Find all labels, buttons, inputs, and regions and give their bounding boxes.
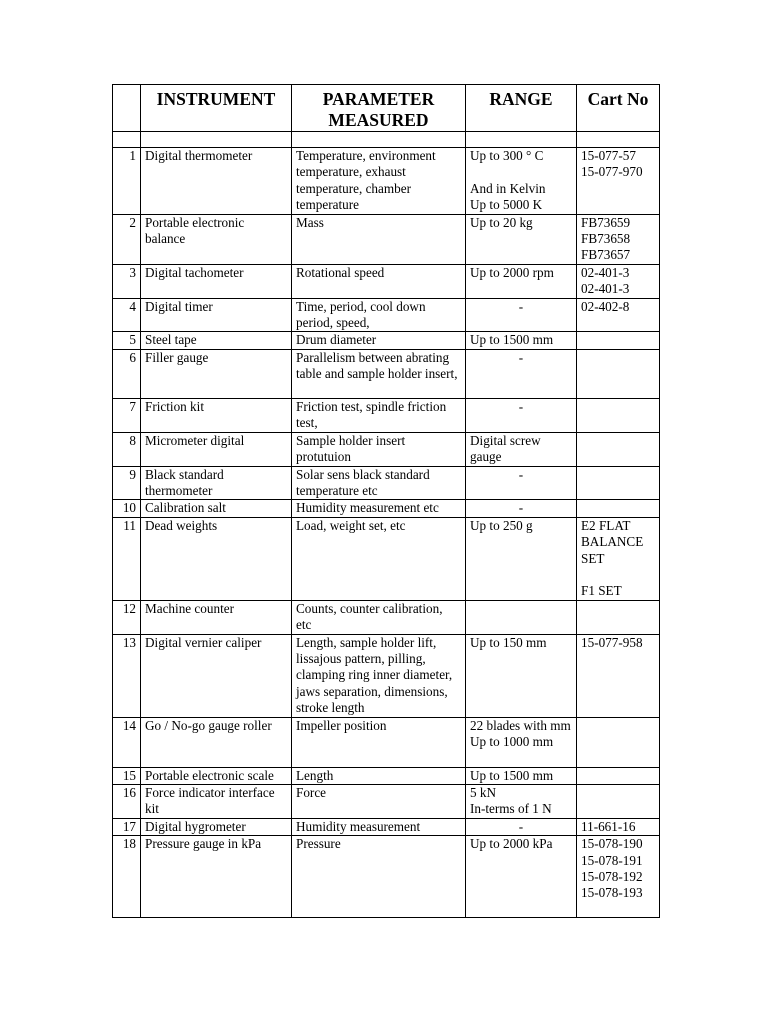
instrument-cell: Go / No-go gauge roller — [141, 717, 292, 767]
row-number: 5 — [113, 332, 141, 349]
table-row — [113, 600, 660, 634]
parameter-cell: Counts, counter calibration, etc — [292, 600, 466, 634]
range-cell: - — [466, 818, 577, 835]
parameter-cell: Friction test, spindle friction test, — [292, 398, 466, 432]
table-row — [113, 332, 660, 349]
row-number: 8 — [113, 432, 141, 466]
table-row — [113, 264, 660, 298]
row-number: 17 — [113, 818, 141, 835]
row-number: 18 — [113, 836, 141, 918]
table-row — [113, 398, 660, 432]
range-cell: 22 blades with mm Up to 1000 mm — [466, 717, 577, 767]
table-row — [113, 432, 660, 466]
instrument-cell: Calibration salt — [141, 500, 292, 517]
table-row — [113, 717, 660, 767]
cart-no-cell: 15-078-190 15-078-191 15-078-192 15-078-193 — [577, 836, 660, 918]
cart-no-cell — [577, 332, 660, 349]
parameter-cell: Solar sens black standard temperature etc — [292, 466, 466, 500]
parameter-cell: Length, sample holder lift, lissajous pattern, pilling, clamping ring inner diameter, jaws separation, dimensions, stroke length — [292, 634, 466, 717]
parameter-cell: Temperature, environment temperature, exhaust temperature, chamber temperature — [292, 148, 466, 215]
instrument-cell: Force indicator interface kit — [141, 785, 292, 819]
table-row — [113, 500, 660, 517]
row-number: 6 — [113, 349, 141, 398]
table-row — [113, 349, 660, 398]
instrument-cell: Pressure gauge in kPa — [141, 836, 292, 918]
parameter-cell: Load, weight set, etc — [292, 517, 466, 600]
instrument-cell: Filler gauge — [141, 349, 292, 398]
row-number: 12 — [113, 600, 141, 634]
parameter-cell: Force — [292, 785, 466, 819]
table-row — [113, 466, 660, 500]
range-cell: Up to 2000 rpm — [466, 264, 577, 298]
header-no — [113, 85, 141, 132]
range-cell: - — [466, 500, 577, 517]
row-number: 1 — [113, 148, 141, 215]
parameter-cell: Time, period, cool down period, speed, — [292, 298, 466, 332]
row-number: 2 — [113, 214, 141, 264]
header-range: RANGE — [466, 85, 577, 132]
parameter-cell: Sample holder insert protutuion — [292, 432, 466, 466]
parameter-cell: Length — [292, 767, 466, 784]
cart-no-cell: 02-402-8 — [577, 298, 660, 332]
cart-no-cell: 15-077-57 15-077-970 — [577, 148, 660, 215]
instrument-cell: Dead weights — [141, 517, 292, 600]
row-number: 4 — [113, 298, 141, 332]
parameter-cell: Mass — [292, 214, 466, 264]
instrument-cell: Black standard thermometer — [141, 466, 292, 500]
range-cell: Digital screw gauge — [466, 432, 577, 466]
table-body — [113, 132, 660, 918]
instrument-cell: Digital timer — [141, 298, 292, 332]
table-row — [113, 148, 660, 215]
cart-no-cell — [577, 600, 660, 634]
range-cell: Up to 250 g — [466, 517, 577, 600]
parameter-cell: Pressure — [292, 836, 466, 918]
spacer-row — [113, 132, 660, 148]
cart-no-cell — [577, 785, 660, 819]
cart-no-cell — [577, 717, 660, 767]
row-number: 14 — [113, 717, 141, 767]
table-row — [113, 818, 660, 835]
row-number: 16 — [113, 785, 141, 819]
row-number: 13 — [113, 634, 141, 717]
instrument-cell: Digital vernier caliper — [141, 634, 292, 717]
cart-no-cell: FB73659 FB73658 FB73657 — [577, 214, 660, 264]
cart-no-cell: E2 FLAT BALANCE SET F1 SET — [577, 517, 660, 600]
instrument-cell: Portable electronic scale — [141, 767, 292, 784]
cart-no-cell — [577, 398, 660, 432]
instrument-cell: Digital hygrometer — [141, 818, 292, 835]
row-number: 15 — [113, 767, 141, 784]
range-cell: - — [466, 466, 577, 500]
range-cell: - — [466, 349, 577, 398]
parameter-cell: Rotational speed — [292, 264, 466, 298]
table-row — [113, 214, 660, 264]
cart-no-cell: 02-401-3 02-401-3 — [577, 264, 660, 298]
instrument-cell: Steel tape — [141, 332, 292, 349]
instrument-cell: Portable electronic balance — [141, 214, 292, 264]
row-number: 3 — [113, 264, 141, 298]
table-row — [113, 634, 660, 717]
table-row — [113, 298, 660, 332]
range-cell: 5 kN In-terms of 1 N — [466, 785, 577, 819]
table-row — [113, 785, 660, 819]
parameter-cell: Humidity measurement — [292, 818, 466, 835]
row-number: 11 — [113, 517, 141, 600]
range-cell: - — [466, 398, 577, 432]
instrument-cell: Digital thermometer — [141, 148, 292, 215]
range-cell: Up to 1500 mm — [466, 332, 577, 349]
range-cell: Up to 2000 kPa — [466, 836, 577, 918]
parameter-cell: Impeller position — [292, 717, 466, 767]
parameter-cell: Parallelism between abrating table and sample holder insert, — [292, 349, 466, 398]
range-cell: Up to 1500 mm — [466, 767, 577, 784]
instrument-table — [112, 84, 660, 918]
instrument-cell: Machine counter — [141, 600, 292, 634]
header-cart-no: Cart No — [577, 85, 660, 132]
cart-no-cell — [577, 500, 660, 517]
cart-no-cell — [577, 466, 660, 500]
header-row — [113, 85, 660, 132]
cart-no-cell — [577, 767, 660, 784]
row-number: 7 — [113, 398, 141, 432]
table-row — [113, 836, 660, 918]
cart-no-cell — [577, 349, 660, 398]
parameter-cell: Drum diameter — [292, 332, 466, 349]
row-number: 9 — [113, 466, 141, 500]
cart-no-cell: 15-077-958 — [577, 634, 660, 717]
instrument-cell: Micrometer digital — [141, 432, 292, 466]
instrument-cell: Digital tachometer — [141, 264, 292, 298]
range-cell — [466, 600, 577, 634]
row-number: 10 — [113, 500, 141, 517]
parameter-cell: Humidity measurement etc — [292, 500, 466, 517]
header-instrument: INSTRUMENT — [141, 85, 292, 132]
cart-no-cell: 11-661-16 — [577, 818, 660, 835]
cart-no-cell — [577, 432, 660, 466]
header-parameter: PARAMETER MEASURED — [292, 85, 466, 132]
range-cell: - — [466, 298, 577, 332]
instrument-cell: Friction kit — [141, 398, 292, 432]
range-cell: Up to 20 kg — [466, 214, 577, 264]
table-row — [113, 517, 660, 600]
table-row — [113, 767, 660, 784]
range-cell: Up to 150 mm — [466, 634, 577, 717]
range-cell: Up to 300 ° C And in Kelvin Up to 5000 K — [466, 148, 577, 215]
